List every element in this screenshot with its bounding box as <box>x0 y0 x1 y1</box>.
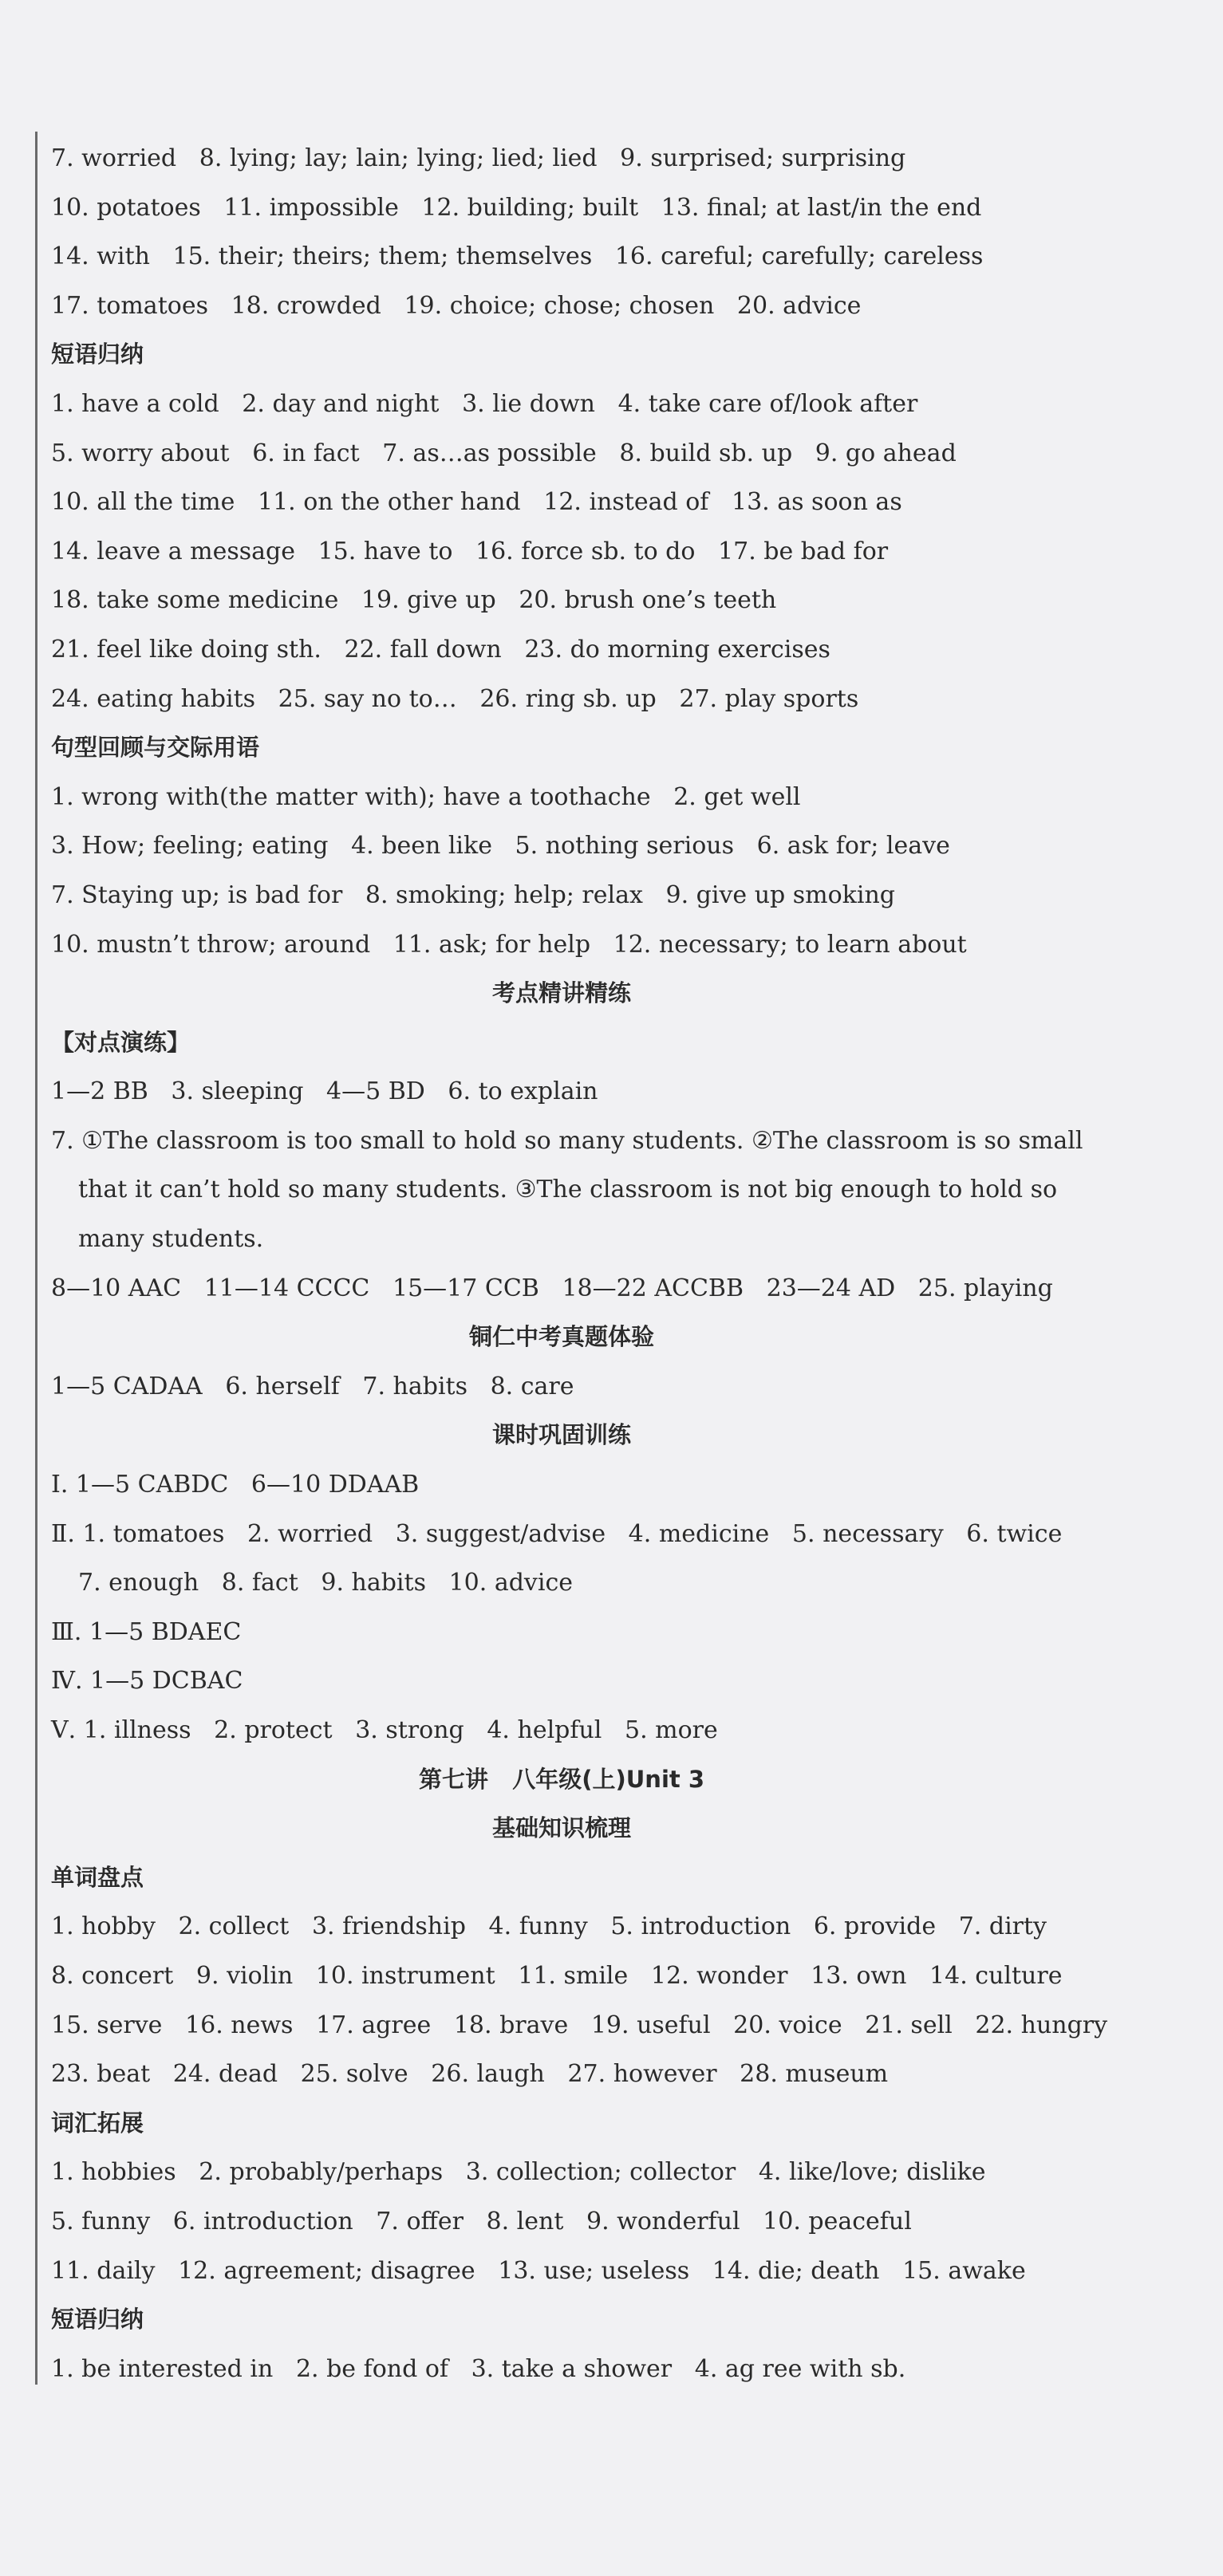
section-title: 基础知识梳理 <box>491 1814 631 1842</box>
answer-line: Ⅴ. 1. illness 2. protect 3. strong 4. helpful 5. more <box>51 1716 718 1744</box>
answer-line: Ⅲ. 1—5 BDAEC <box>51 1617 242 1646</box>
section-heading: 句型回顾与交际用语 <box>51 734 260 762</box>
answer-line: 7. enough 8. fact 9. habits 10. advice <box>78 1569 574 1597</box>
answer-line: 5. funny 6. introduction 7. offer 8. lent 9. wonderful 10. peaceful <box>51 2207 912 2235</box>
answer-line: 10. potatoes 11. impossible 12. building; built 13. final; at last/in the end <box>51 193 982 222</box>
section-heading: 【对点演练】 <box>51 1028 191 1056</box>
section-heading: 短语归纳 <box>51 2306 144 2334</box>
answer-line: 5. worry about 6. in fact 7. as…as possible 8. build sb. up 9. go ahead <box>51 439 957 467</box>
answer-line: Ⅱ. 1. tomatoes 2. worried 3. suggest/advise 4. medicine 5. necessary 6. twice <box>51 1519 1063 1548</box>
answer-line: 8—10 AAC 11—14 CCCC 15—17 CCB 18—22 ACCBB 23—24 AD 25. playing <box>51 1274 1053 1302</box>
section-title: 考点精讲精练 <box>491 979 631 1007</box>
answer-line: 17. tomatoes 18. crowded 19. choice; chose; chosen 20. advice <box>51 291 862 320</box>
answer-line: 1. hobby 2. collect 3. friendship 4. funny 5. introduction 6. provide 7. dirty <box>51 1912 1047 1941</box>
section-heading: 短语归纳 <box>51 341 144 368</box>
answer-line: 7. worried 8. lying; lay; lain; lying; lied; lied 9. surprised; surprising <box>51 144 906 172</box>
answer-line: 3. How; feeling; eating 4. been like 5. nothing serious 6. ask for; leave <box>51 832 950 861</box>
answer-line: 7. ①The classroom is too small to hold so many students. ②The classroom is so small <box>51 1126 1083 1155</box>
section-title: 铜仁中考真题体验 <box>468 1323 654 1351</box>
answer-line: 1. have a cold 2. day and night 3. lie down 4. take care of/look after <box>51 389 918 418</box>
answer-line: 14. with 15. their; theirs; them; themselves 16. careful; carefully; careless <box>51 242 984 271</box>
answer-line: 8. concert 9. violin 10. instrument 11. smile 12. wonder 13. own 14. culture <box>51 1961 1063 1990</box>
answer-line: 15. serve 16. news 17. agree 18. brave 19. useful 20. voice 21. sell 22. hungry <box>51 2011 1108 2039</box>
left-margin-rule <box>35 132 37 2385</box>
answer-line: 7. Staying up; is bad for 8. smoking; help; relax 9. give up smoking <box>51 880 895 909</box>
answer-line: 10. all the time 11. on the other hand 12. instead of 13. as soon as <box>51 488 902 517</box>
answer-line: 1—5 CADAA 6. herself 7. habits 8. care <box>51 1372 574 1400</box>
section-heading: 词汇拓展 <box>51 2109 144 2137</box>
answer-line: Ⅰ. 1—5 CABDC 6—10 DDAAB <box>51 1471 420 1499</box>
section-title: 课时巩固训练 <box>491 1421 631 1449</box>
answer-line: 1. hobbies 2. probably/perhaps 3. collection; collector 4. like/love; dislike <box>51 2158 986 2187</box>
answer-lines <box>51 134 1184 2393</box>
answer-line: 18. take some medicine 19. give up 20. brush one’s teeth <box>51 586 777 615</box>
answer-line: that it can’t hold so many students. ③The classroom is not big enough to hold so <box>78 1176 1058 1204</box>
answer-line: 23. beat 24. dead 25. solve 26. laugh 27. however 28. museum <box>51 2060 889 2089</box>
answer-line: Ⅳ. 1—5 DCBAC <box>51 1667 243 1696</box>
answer-line: 1—2 BB 3. sleeping 4—5 BD 6. to explain <box>51 1077 598 1106</box>
answer-line: 21. feel like doing sth. 22. fall down 23. do morning exercises <box>51 635 830 664</box>
answer-line: many students. <box>78 1225 264 1254</box>
answer-line: 10. mustn’t throw; around 11. ask; for help 12. necessary; to learn about <box>51 930 967 959</box>
answer-line: 1. be interested in 2. be fond of 3. take a shower 4. ag ree with sb. <box>51 2354 906 2383</box>
section-heading: 单词盘点 <box>51 1863 144 1891</box>
answer-line: 1. wrong with(the matter with); have a toothache 2. get well <box>51 782 801 811</box>
answer-line: 14. leave a message 15. have to 16. force sb. to do 17. be bad for <box>51 537 889 565</box>
answer-line: 24. eating habits 25. say no to… 26. ring sb. up 27. play sports <box>51 684 859 713</box>
section-title: 第七讲 八年级(上)Unit 3 <box>418 1765 705 1793</box>
answer-line: 11. daily 12. agreement; disagree 13. use; useless 14. die; death 15. awake <box>51 2256 1026 2285</box>
